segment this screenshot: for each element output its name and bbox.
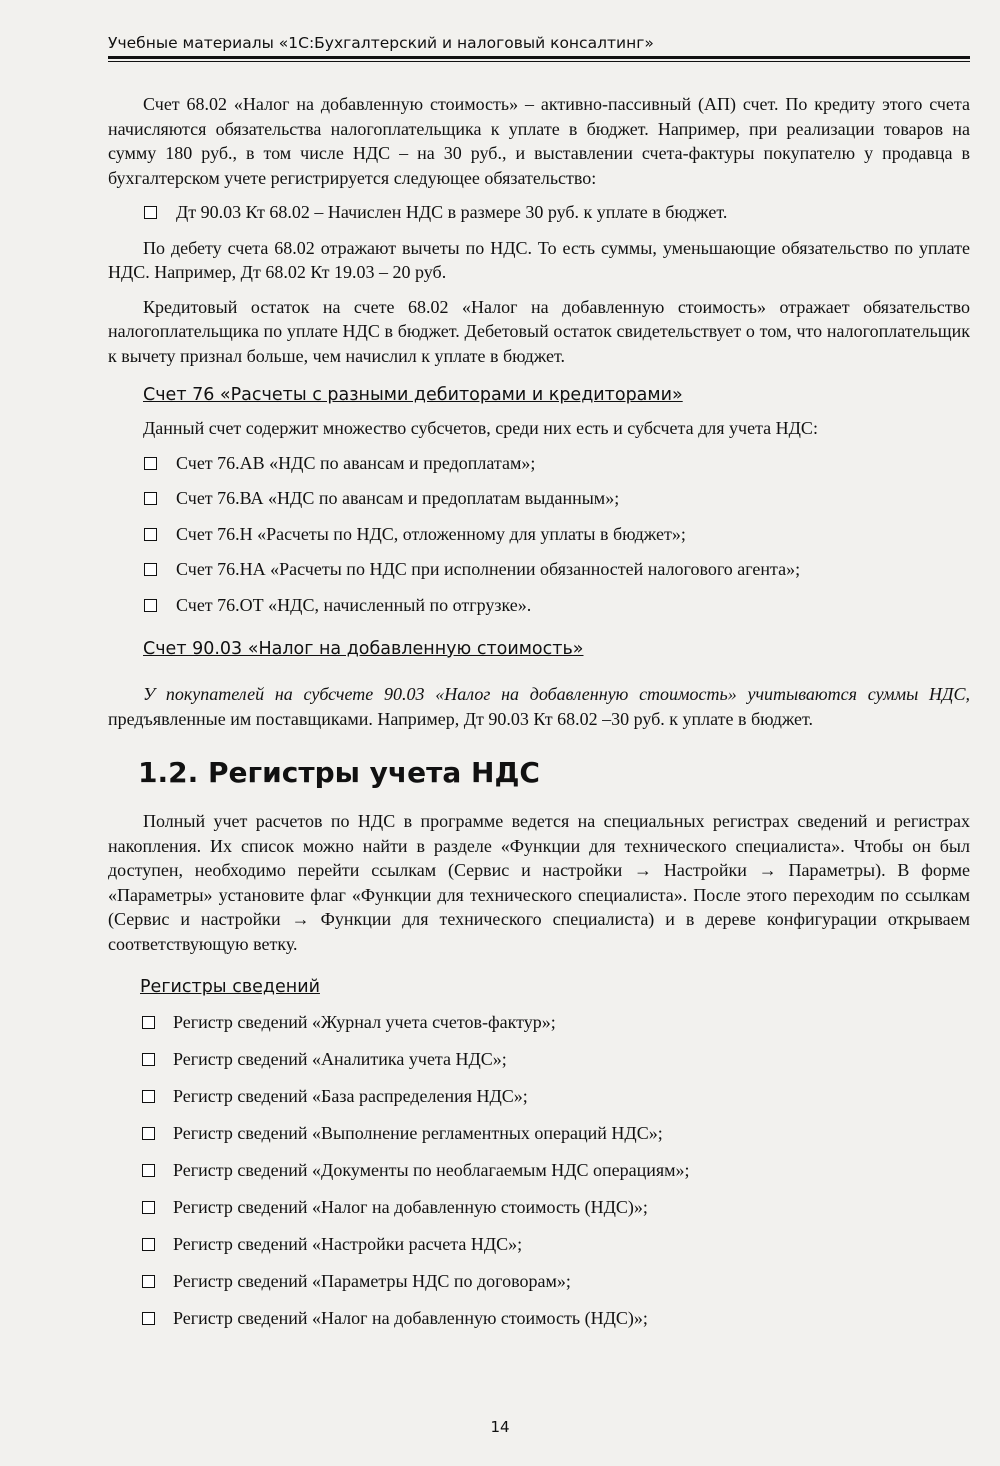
entry-list	[108, 200, 970, 225]
list-item: Счет 76.Н «Расчеты по НДС, отложенному для уплаты в бюджет»;	[108, 522, 970, 547]
checkbox-bullet-icon	[144, 457, 157, 470]
list-item: Регистр сведений «База распределения НДС»;	[108, 1084, 970, 1109]
italic-text: У покупателей на субсчете 90.03 «Налог на добавленную стоимость» учитываются суммы НДС,	[143, 684, 970, 704]
list-item: Регистр сведений «Аналитика учета НДС»;	[108, 1047, 970, 1072]
checkbox-bullet-icon	[144, 599, 157, 612]
checkbox-bullet-icon	[142, 1312, 155, 1325]
running-header: Учебные материалы «1С:Бухгалтерский и налоговый консалтинг»	[108, 34, 654, 52]
info-registers-list	[108, 1010, 970, 1331]
paragraph-registers: Полный учет расчетов по НДС в программе ведется на специальных регистрах сведений и регистрах накопления. Их список можно найти в разделе «Функции для технического специалиста». Чтобы он был доступен, необходимо перейти ссылкам (Сервис и настройки → Настройки → Параметры). В форме «Параметры» установите флаг «Функции для технического специалиста». После этого переходим по ссылкам (Сервис и настройки → Функции для технического специалиста) и в дереве конфигурации открываем соответствующую ветку.	[108, 811, 970, 954]
list-item: Счет 76.ВА «НДС по авансам и предоплатам выданным»;	[108, 486, 970, 511]
list-item-text: Дт 90.03 Кт 68.02 – Начислен НДС в размере 30 руб. к уплате в бюджет.	[176, 202, 728, 222]
checkbox-bullet-icon	[144, 528, 157, 541]
checkbox-bullet-icon	[142, 1238, 155, 1251]
checkbox-bullet-icon	[144, 563, 157, 576]
account-76-list	[108, 451, 970, 618]
list-item: Регистр сведений «Журнал учета счетов-фактур»;	[108, 1010, 970, 1035]
checkbox-bullet-icon	[144, 492, 157, 505]
list-item: Счет 76.НА «Расчеты по НДС при исполнении обязанностей налогового агента»;	[108, 557, 970, 582]
section-heading: 1.2. Регистры учета НДС	[138, 756, 540, 789]
checkbox-bullet-icon	[144, 206, 157, 219]
list-item: Регистр сведений «Документы по необлагаемым НДС операциям»;	[108, 1158, 970, 1183]
subheading-info-registers: Регистры сведений	[140, 977, 320, 997]
checkbox-bullet-icon	[142, 1164, 155, 1177]
checkbox-bullet-icon	[142, 1053, 155, 1066]
paragraph-68-02: Счет 68.02 «Налог на добавленную стоимость» – активно-пассивный (АП) счет. По кредиту этого счета начисляются обязательства налогоплательщика к уплате в бюджет. Например, при реализации товаров на сумму 180 руб., в том числе НДС – на 30 руб., и выставлении счета-фактуры покупателю у продавца в бухгалтерском учете регистрируется следующее обязательство:	[108, 94, 970, 188]
header-divider	[108, 56, 970, 62]
paragraph-debit: По дебету счета 68.02 отражают вычеты по НДС. То есть суммы, уменьшающие обязательство по уплате НДС. Например, Дт 68.02 Кт 19.03 – 20 руб.	[108, 237, 970, 282]
list-item: Счет 76.АВ «НДС по авансам и предоплатам»;	[108, 451, 970, 476]
checkbox-bullet-icon	[142, 1127, 155, 1140]
checkbox-bullet-icon	[142, 1201, 155, 1214]
paragraph-subaccounts: Данный счет содержит множество субсчетов, среди них есть и субсчета для учета НДС:	[143, 418, 818, 438]
list-item: Регистр сведений «Настройки расчета НДС»;	[108, 1232, 970, 1257]
subheading-account-76: Счет 76 «Расчеты с разными дебиторами и кредиторами»	[143, 385, 683, 405]
paragraph-balance: Кредитовый остаток на счете 68.02 «Налог на добавленную стоимость» отражает обязательство налогоплательщика по уплате НДС в бюджет. Дебетовый остаток свидетельствует о том, что налогоплательщик к вычету признал больше, чем начислил к уплате в бюджет.	[108, 296, 970, 366]
checkbox-bullet-icon	[142, 1275, 155, 1288]
page-content	[108, 92, 970, 1343]
list-item: Регистр сведений «Налог на добавленную стоимость (НДС)»;	[108, 1306, 970, 1331]
checkbox-bullet-icon	[142, 1090, 155, 1103]
list-item: Счет 76.ОТ «НДС, начисленный по отгрузке».	[108, 593, 970, 618]
paragraph-buyers: У покупателей на субсчете 90.03 «Налог на добавленную стоимость» учитываются суммы НДС, предъявленные им поставщиками. Например, Дт 90.03 Кт 68.02 –30 руб. к уплате в бюджет.	[108, 684, 970, 729]
subheading-account-90-03: Счет 90.03 «Налог на добавленную стоимость»	[143, 639, 584, 659]
list-item	[108, 200, 970, 225]
list-item: Регистр сведений «Параметры НДС по договорам»;	[108, 1269, 970, 1294]
list-item: Регистр сведений «Налог на добавленную стоимость (НДС)»;	[108, 1195, 970, 1220]
page-number: 14	[490, 1418, 510, 1436]
list-item: Регистр сведений «Выполнение регламентных операций НДС»;	[108, 1121, 970, 1146]
checkbox-bullet-icon	[142, 1016, 155, 1029]
